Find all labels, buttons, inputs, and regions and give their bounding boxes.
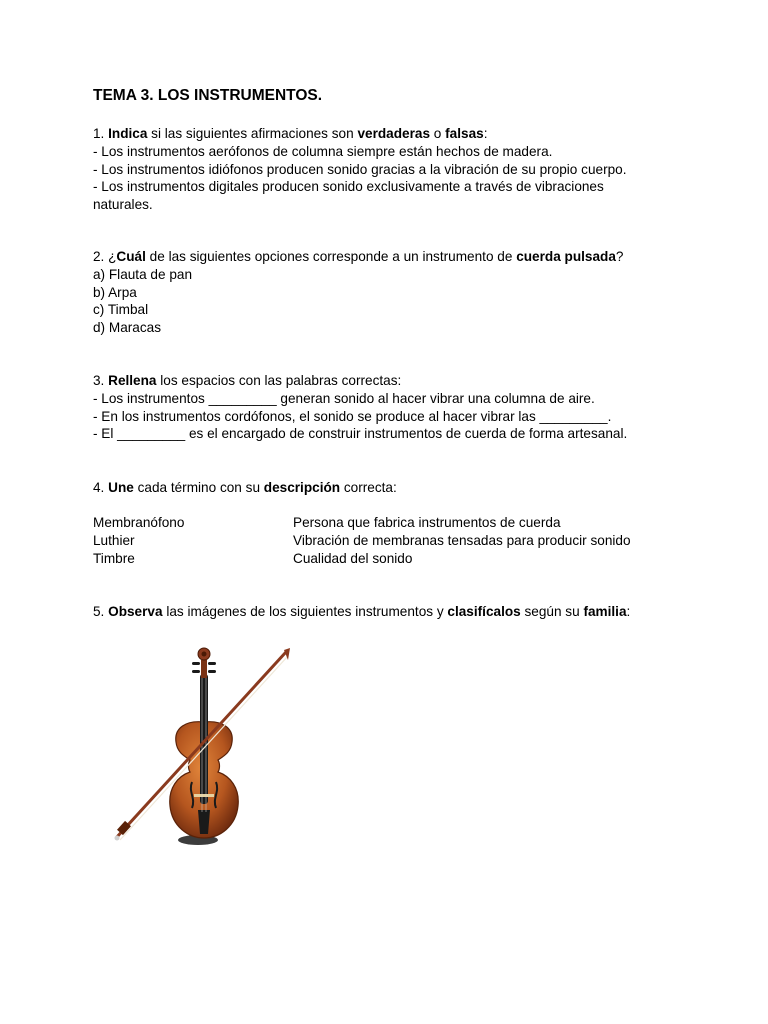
keyword-indica: Indica (108, 126, 148, 141)
question-3 (93, 372, 673, 443)
prompt-text: cada término con su (133, 480, 264, 495)
prompt-text: correcta: (340, 480, 397, 495)
prompt-text: si las siguientes afirmaciones son (147, 126, 358, 141)
question-number: 3. (93, 373, 109, 388)
keyword-falsas: falsas (445, 126, 484, 141)
question-number: 2. ¿ (93, 249, 117, 264)
match-term: Membranófono (93, 515, 185, 530)
match-description: Cualidad del sonido (293, 550, 413, 566)
prompt-text: las imágenes de los siguientes instrumentos y (162, 604, 448, 619)
prompt-text: ? (615, 249, 624, 264)
violin-with-bow-icon (108, 642, 293, 852)
answer-option: c) Timbal (93, 302, 149, 318)
matching-row (93, 550, 693, 568)
question-number: 5. (93, 604, 109, 619)
statement-item: - Los instrumentos digitales producen sonido exclusivamente a través de vibraciones naturales. (93, 179, 604, 213)
keyword-verdaderas: verdaderas (357, 126, 431, 141)
prompt-text: o (430, 126, 446, 141)
keyword-clasificalos: clasifícalos (447, 604, 521, 619)
statement-item: - Los instrumentos aerófonos de columna siempre están hechos de madera. (93, 143, 553, 159)
keyword-observa: Observa (108, 604, 163, 619)
matching-table (93, 514, 693, 567)
question-number: 1. (93, 126, 109, 141)
statement-item: - Los instrumentos idiófonos producen sonido gracias a la vibración de su propio cuerpo. (93, 161, 627, 177)
question-4-prompt (93, 479, 673, 497)
fill-blank-item: - En los instrumentos cordófonos, el sonido se produce al hacer vibrar las _________. (93, 408, 612, 424)
question-4 (93, 479, 673, 497)
keyword-cuerda-pulsada: cuerda pulsada (516, 249, 616, 264)
prompt-text: según su (520, 604, 584, 619)
match-description: Vibración de membranas tensadas para producir sonido (293, 532, 631, 548)
prompt-text: de las siguientes opciones corresponde a un instrumento de (145, 249, 517, 264)
answer-option: d) Maracas (93, 320, 161, 336)
question-5 (93, 603, 673, 621)
prompt-text: : (626, 604, 631, 619)
fill-blank-item: - Los instrumentos _________ generan sonido al hacer vibrar una columna de aire. (93, 390, 595, 406)
question-2-prompt (93, 248, 673, 266)
question-5-prompt (93, 603, 673, 621)
match-term: Timbre (93, 550, 135, 566)
match-term: Luthier (93, 532, 135, 548)
answer-option: a) Flauta de pan (93, 266, 192, 282)
matching-row (93, 532, 693, 550)
match-description: Persona que fabrica instrumentos de cuerda (293, 515, 561, 530)
keyword-une: Une (108, 480, 134, 495)
question-1-prompt (93, 125, 673, 143)
question-1 (93, 125, 673, 214)
keyword-familia: familia (583, 604, 627, 619)
keyword-cual: Cuál (116, 249, 146, 264)
page-title: TEMA 3. LOS INSTRUMENTOS. (93, 87, 323, 104)
keyword-rellena: Rellena (108, 373, 157, 388)
question-number: 4. (93, 480, 109, 495)
keyword-descripcion: descripción (263, 480, 341, 495)
prompt-text: los espacios con las palabras correctas: (156, 373, 402, 388)
question-2 (93, 248, 673, 337)
fill-blank-item: - El _________ es el encargado de construir instrumentos de cuerda de forma artesanal. (93, 426, 628, 442)
matching-row (93, 514, 693, 532)
answer-option: b) Arpa (93, 284, 137, 300)
prompt-text: : (483, 126, 488, 141)
question-3-prompt (93, 372, 673, 390)
